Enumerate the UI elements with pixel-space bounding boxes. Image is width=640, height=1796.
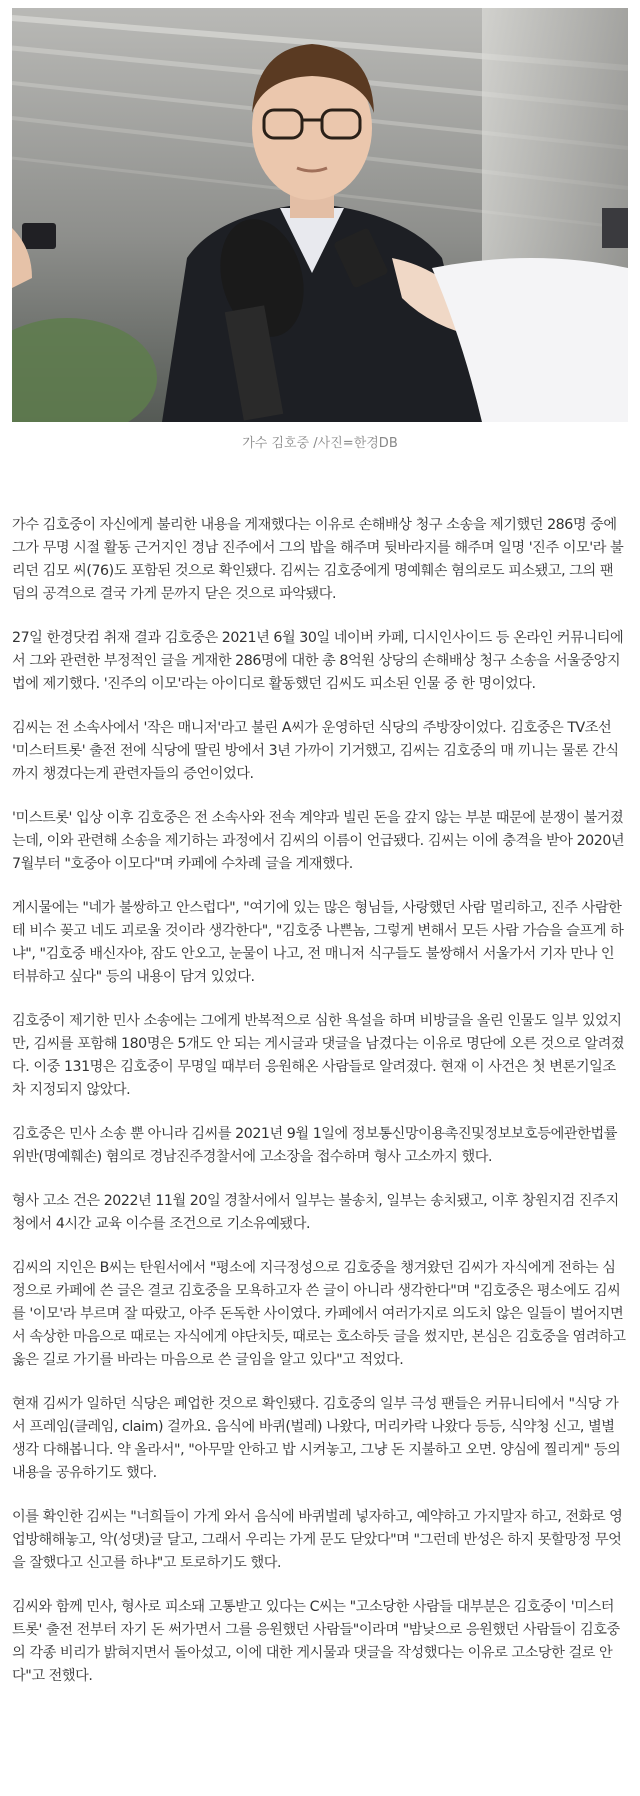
article-body <box>12 514 626 1709</box>
article-paragraph: 김씨와 함께 민사, 형사로 피소돼 고통받고 있다는 C씨는 "고소당한 사람들 대부분은 김호중이 '미스터트롯' 출전 전부터 자기 돈 써가면서 그를 응원했던 사람들"이라며 "밤낮으로 응원했던 사람들이 김호중의 각종 비리가 밝혀지면서 돌아섰고, 이에 대한 게시물과 댓글을 작성했다는 이유로 고소당한 걸로 안다"고 전했다. <box>12 1599 620 1684</box>
photo-caption: 가수 김호중 /사진=한경DB <box>242 436 398 451</box>
article-paragraph: 김씨는 전 소속사에서 '작은 매니저'라고 불린 A씨가 운영하던 식당의 주방장이었다. 김호중은 TV조선 '미스터트롯' 출전 전에 식당에 딸린 방에서 3년 가까이 기거했고, 김씨는 김호중의 매 끼니는 물론 간식까지 챙겼다는게 관련자들의 증언이었다. <box>12 720 619 782</box>
article-paragraph: 이를 확인한 김씨는 "너희들이 가게 와서 음식에 바퀴벌레 넣자하고, 예약하고 가지말자 하고, 전화로 영업방해해놓고, 악(성댓)글 달고, 그래서 우리는 가게 문도 닫았다"며 "그런데 반성은 하지 못할망정 무엇을 잘했다고 신고를 하냐"고 토로하기도 했다. <box>12 1509 623 1571</box>
article-paragraph: 게시물에는 "네가 불쌍하고 안스럽다", "여기에 있는 많은 형님들, 사랑했던 사람 멀리하고, 진주 사람한테 비수 꽂고 네도 괴로울 것이라 생각한다", "김호중 나쁜놈, 그렇게 변해서 모든 사람 가슴을 슬프게 하냐", "김호중 배신자야, 잠도 안오고, 눈물이 나고, 전 매니저 식구들도 불쌍해서 서울가서 기자 만나 인터뷰하고 싶다" 등의 내용이 담겨 있었다. <box>12 900 624 985</box>
article-paragraph: 김호중은 민사 소송 뿐 아니라 김씨를 2021년 9월 1일에 정보통신망이용촉진및정보보호등에관한법률위반(명예훼손) 혐의로 경남진주경찰서에 고소장을 접수하며 형사 고소까지 했다. <box>12 1126 617 1165</box>
article-paragraph: 가수 김호중이 자신에게 불리한 내용을 게재했다는 이유로 손해배상 청구 소송을 제기했던 286명 중에 그가 무명 시절 활동 근거지인 경남 진주에서 그의 밥을 해주며 뒷바라지를 해주며 일명 '진주 이모'라 불리던 김모 씨(76)도 포함된 것으로 확인됐다. 김씨는 김호중에게 명예훼손 혐의로도 피소됐고, 그의 팬덤의 공격으로 결국 가게 문까지 닫은 것으로 파악됐다. <box>12 517 624 602</box>
article-paragraph: 27일 한경닷컴 취재 결과 김호중은 2021년 6월 30일 네이버 카페, 디시인사이드 등 온라인 커뮤니티에서 그와 관련한 부정적인 글을 게재한 286명에 대한 총 8억원 상당의 손해배상 청구 소송을 서울중앙지법에 제기했다. '진주의 이모'라는 아이디로 활동했던 김씨도 피소된 인물 중 한 명이었다. <box>12 630 624 692</box>
article-paragraph: 형사 고소 건은 2022년 11월 20일 경찰서에서 일부는 불송치, 일부는 송치됐고, 이후 창원지검 진주지청에서 4시간 교육 이수를 조건으로 기소유예됐다. <box>12 1193 619 1232</box>
article-paragraph: 현재 김씨가 일하던 식당은 폐업한 것으로 확인됐다. 김호중의 일부 극성 팬들은 커뮤니티에서 "식당 가서 프레임(클레임, claim) 걸까요. 음식에 바퀴(벌레) 나왔다, 머리카락 나왔다 등등, 식약청 신고, 별별 생각 다해봅니다. 약 올라서", "아무말 안하고 밥 시켜놓고, 그냥 돈 지불하고 오면. 양심에 찔리게" 등의 내용을 공유하기도 했다. <box>12 1396 621 1481</box>
press-photo-illustration <box>12 8 628 422</box>
article-paragraph: '미스트롯' 입상 이후 김호중은 전 소속사와 전속 계약과 빌린 돈을 갚지 않는 부분 때문에 분쟁이 불거졌는데, 이와 관련해 소송을 제기하는 과정에서 김씨의 이름이 언급됐다. 김씨는 이에 충격을 받아 2020년 7월부터 "호중아 이모다"며 카페에 수차례 글을 게재했다. <box>12 810 625 872</box>
article-paragraph: 김호중이 제기한 민사 소송에는 그에게 반복적으로 심한 욕설을 하며 비방글을 올린 인물도 일부 있었지만, 김씨를 포함해 180명은 5개도 안 되는 게시글과 댓글을 남겼다는 이유로 명단에 오른 것으로 알려졌다. 이중 131명은 김호중이 무명일 때부터 응원해온 사람들로 알려졌다. 현재 이 사건은 첫 변론기일조차 지정되지 않았다. <box>12 1013 625 1098</box>
article-paragraph: 김씨의 지인은 B씨는 탄원서에서 "평소에 지극정성으로 김호중을 챙겨왔던 김씨가 자식에게 전하는 심정으로 카페에 쓴 글은 결코 김호중을 모욕하고자 쓴 글이 아니라 생각한다"며 "김호중은 평소에도 김씨를 '이모'라 부르며 잘 따랐고, 아주 돈독한 사이였다. 카페에서 여러가지로 의도치 않은 일들이 벌어지면서 속상한 마음으로 때로는 자식에게 야단치듯, 때로는 호소하듯 글을 썼지만, 본심은 김호중을 염려하고 옳은 길로 가기를 바라는 마음으로 쓴 글임을 알고 있다"고 적었다. <box>12 1260 626 1368</box>
article-photo <box>12 8 628 422</box>
